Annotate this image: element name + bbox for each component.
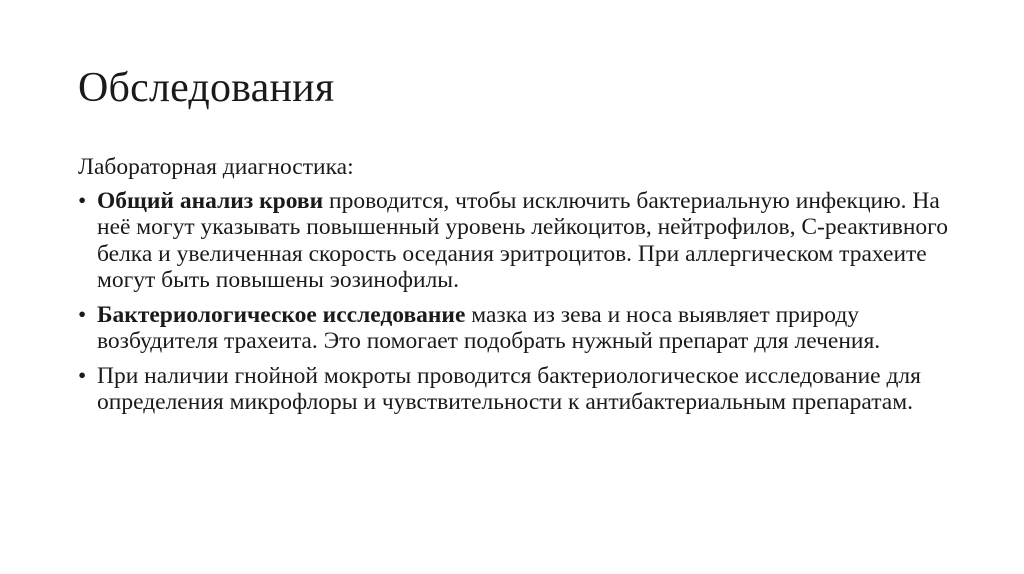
bullet-item-blood-test (78, 188, 958, 294)
slide-body (78, 154, 958, 424)
bullet-icon: • (78, 362, 87, 389)
bullet-icon: • (78, 187, 87, 214)
slide-title: Обследования (78, 65, 335, 111)
bullet-item-sputum-culture (78, 363, 958, 416)
bullet-bold-term: Бактериологическое исследование (97, 301, 466, 328)
bullet-item-bacteriological-swab (78, 302, 958, 355)
bullet-text: проводится, чтобы исключить бактериальную инфекцию. На неё могут указывать повышенный уровень лейкоцитов, нейтрофилов, С-реактивного белка и увеличенная скорость оседания эритроцитов. При аллергическом трахеите могут быть повышены эозинофилы. (97, 187, 948, 293)
bullet-text: мазка из зева и носа выявляет природу возбудителя трахеита. Это помогает подобрать нужный препарат для лечения. (97, 301, 881, 354)
intro-text: Лабораторная диагностика: (78, 154, 354, 180)
bullet-icon: • (78, 301, 87, 328)
bullet-text: При наличии гнойной мокроты проводится бактериологическое исследование для определения микрофлоры и чувствительности к антибактериальным препаратам. (97, 362, 921, 415)
bullet-list (78, 188, 958, 416)
bullet-bold-term: Общий анализ крови (97, 187, 324, 214)
